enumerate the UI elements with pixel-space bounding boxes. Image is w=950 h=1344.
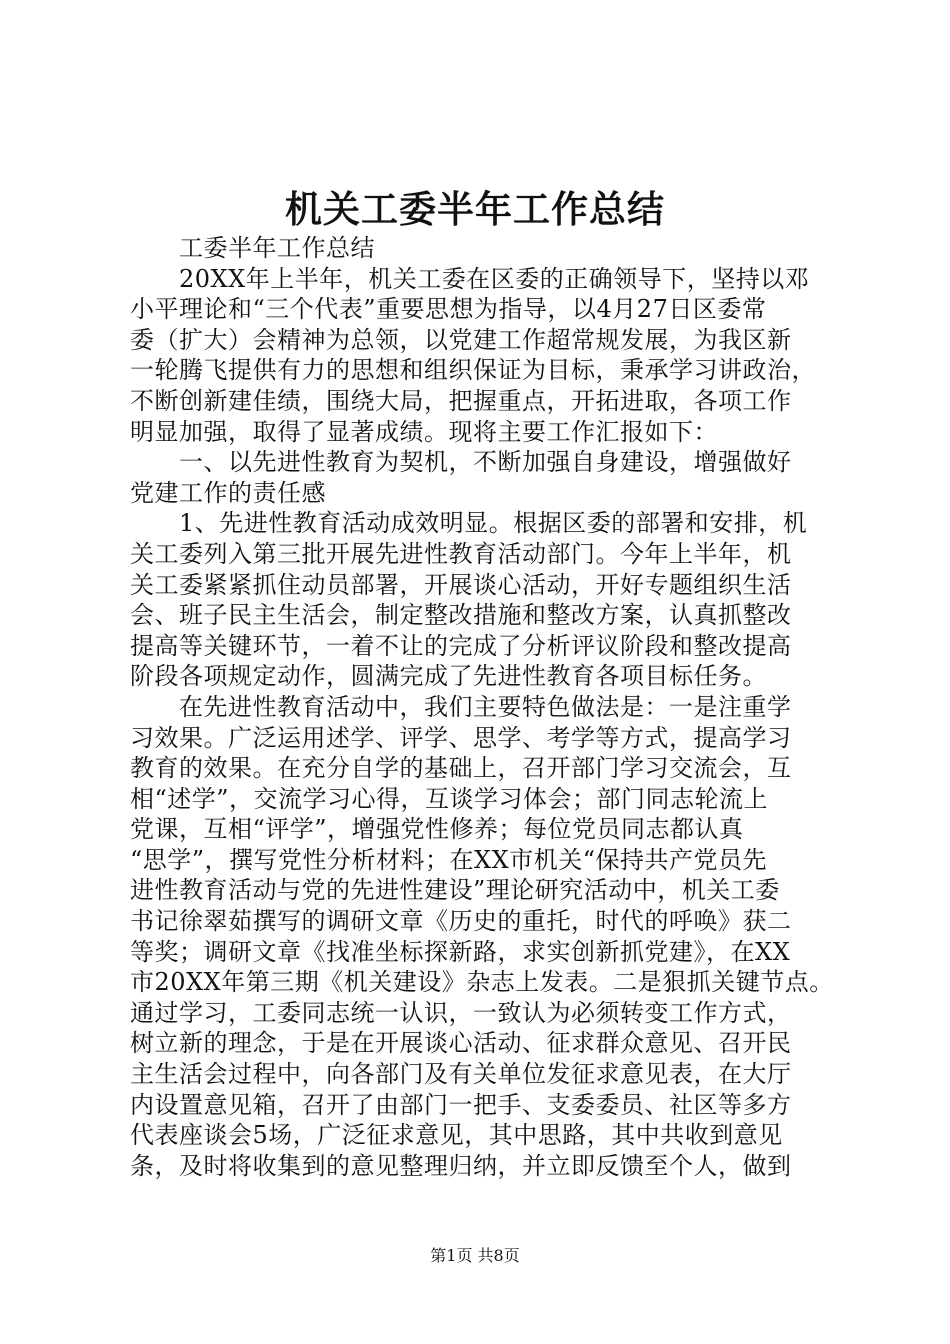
text-line: 条，及时将收集到的意见整理归纳，并立即反馈至个人，做到 <box>130 1151 792 1180</box>
text-line: 委（扩大）会精神为总领，以党建工作超常规发展，为我区新 <box>130 325 792 354</box>
text-line: 一轮腾飞提供有力的思想和组织保证为目标，秉承学习讲政治， <box>130 356 816 385</box>
text-line: 1、先进性教育活动成效明显。根据区委的部署和安排，机 <box>130 509 808 538</box>
text-line: 明显加强，取得了显著成绩。现将主要工作汇报如下： <box>130 417 718 446</box>
text-line: 不断创新建佳绩，围绕大局，把握重点，开拓进取，各项工作 <box>130 386 792 415</box>
text-line: 小平理论和“三个代表”重要思想为指导，以4月27日区委常 <box>130 295 767 324</box>
text-line: 等奖；调研文章《找准坐标探新路，求实创新抓党建》，在XX <box>130 937 791 966</box>
text-line: “思学”，撰写党性分析材料；在XX市机关“保持共产党员先 <box>130 845 767 874</box>
text-line: 主生活会过程中，向各部门及有关单位发征求意见表，在大厅 <box>130 1060 792 1089</box>
text-line: 党建工作的责任感 <box>130 478 326 507</box>
text-line: 在先进性教育活动中，我们主要特色做法是：一是注重学 <box>130 692 792 721</box>
text-line: 会、班子民主生活会，制定整改措施和整改方案，认真抓整改 <box>130 601 792 630</box>
text-line: 通过学习，工委同志统一认识，一致认为必须转变工作方式， <box>130 998 792 1027</box>
text-line: 进性教育活动与党的先进性建设”理论研究活动中，机关工委 <box>130 876 780 905</box>
text-line: 一、以先进性教育为契机，不断加强自身建设，增强做好 <box>130 448 792 477</box>
text-line: 关工委紧紧抓住动员部署，开展谈心活动，开好专题组织生活 <box>130 570 792 599</box>
text-line: 关工委列入第三批开展先进性教育活动部门。今年上半年，机 <box>130 539 792 568</box>
document-body <box>130 233 834 1181</box>
text-line: 党课，互相“评学”，增强党性修养；每位党员同志都认真 <box>130 815 744 844</box>
text-line: 代表座谈会5场，广泛征求意见，其中思路，其中共收到意见 <box>130 1121 783 1150</box>
text-line: 市20XX年第三期《机关建设》杂志上发表。二是狠抓关键节点。 <box>130 968 834 997</box>
text-line: 内设置意见箱，召开了由部门一把手、支委委员、社区等多方 <box>130 1090 792 1119</box>
text-line: 工委半年工作总结 <box>130 234 375 262</box>
text-line: 树立新的理念，于是在开展谈心活动、征求群众意见、召开民 <box>130 1029 792 1058</box>
text-line: 20XX年上半年，机关工委在区委的正确领导下，坚持以邓 <box>130 264 810 293</box>
text-line: 相“述学”，交流学习心得，互谈学习体会；部门同志轮流上 <box>130 784 769 813</box>
document-title: 机关工委半年工作总结 <box>285 187 665 231</box>
page-footer: 第1页 共8页 <box>430 1246 520 1265</box>
text-line: 教育的效果。在充分自学的基础上，召开部门学习交流会，互 <box>130 754 792 783</box>
text-line: 习效果。广泛运用述学、评学、思学、考学等方式，提高学习 <box>130 723 792 752</box>
text-line: 书记徐翠茹撰写的调研文章《历史的重托，时代的呼唤》获二 <box>130 907 792 936</box>
text-line: 阶段各项规定动作，圆满完成了先进性教育各项目标任务。 <box>130 662 767 691</box>
text-line: 提高等关键环节，一着不让的完成了分析评议阶段和整改提高 <box>130 631 792 660</box>
